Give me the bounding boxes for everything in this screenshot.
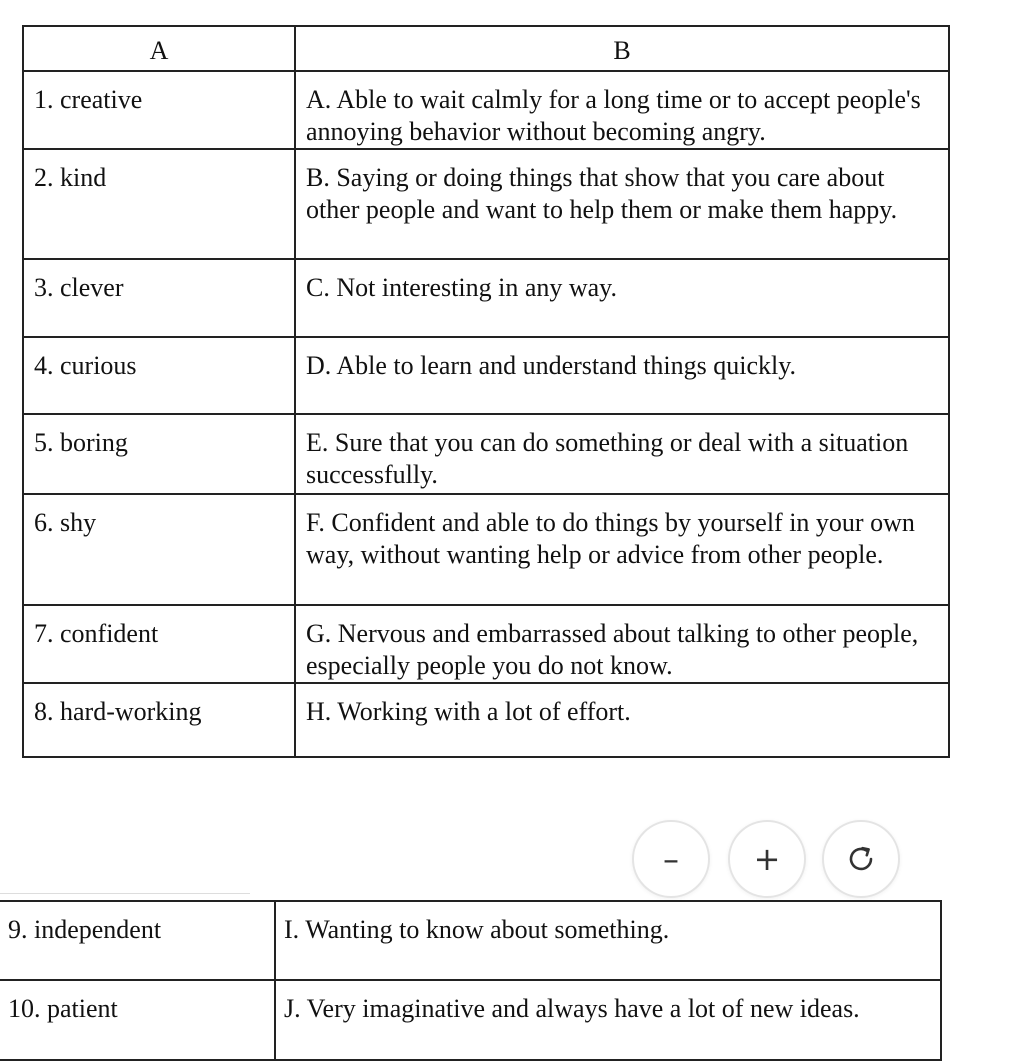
word-cell: 5. boring [23, 414, 295, 494]
plus-icon: + [753, 840, 781, 878]
definition-cell: H. Working with a lot of effort. [295, 683, 949, 757]
word-cell: 8. hard-working [23, 683, 295, 757]
matching-table-top [22, 25, 950, 758]
definition-cell: F. Confident and able to do things by yourself in your own way, without wanting help or advice from other people. [295, 494, 949, 605]
definition-cell: B. Saying or doing things that show that you care about other people and want to help them or make them happy. [295, 149, 949, 259]
table-row [23, 149, 949, 259]
definition-cell: E. Sure that you can do something or deal with a situation successfully. [295, 414, 949, 494]
refresh-icon [844, 842, 878, 876]
word-cell: 9. independent [0, 901, 275, 980]
column-header-b: B [295, 26, 949, 71]
minus-icon: – [663, 840, 679, 878]
table-row [23, 71, 949, 149]
definition-cell: D. Able to learn and understand things quickly. [295, 337, 949, 414]
definition-cell: A. Able to wait calmly for a long time or to accept people's annoying behavior without becoming angry. [295, 71, 949, 149]
word-cell: 3. clever [23, 259, 295, 337]
matching-table-bottom [0, 900, 942, 1061]
word-cell: 7. confident [23, 605, 295, 683]
word-cell: 1. creative [23, 71, 295, 149]
word-cell: 4. curious [23, 337, 295, 414]
table-header-row [23, 26, 949, 71]
table-row [23, 414, 949, 494]
definition-cell: C. Not interesting in any way. [295, 259, 949, 337]
zoom-in-button[interactable] [728, 820, 806, 898]
divider [0, 893, 250, 894]
zoom-out-button[interactable] [632, 820, 710, 898]
table-row [23, 605, 949, 683]
table-row [0, 980, 941, 1060]
reset-zoom-button[interactable] [822, 820, 900, 898]
word-cell: 6. shy [23, 494, 295, 605]
table-row [23, 259, 949, 337]
table-row [23, 337, 949, 414]
table-row [0, 901, 941, 980]
word-cell: 10. patient [0, 980, 275, 1060]
definition-cell: J. Very imaginative and always have a lot of new ideas. [275, 980, 941, 1060]
table-row [23, 683, 949, 757]
column-header-a: A [23, 26, 295, 71]
definition-cell: G. Nervous and embarrassed about talking to other people, especially people you do not know. [295, 605, 949, 683]
table-row [23, 494, 949, 605]
definition-cell: I. Wanting to know about something. [275, 901, 941, 980]
word-cell: 2. kind [23, 149, 295, 259]
zoom-controls [632, 820, 902, 894]
